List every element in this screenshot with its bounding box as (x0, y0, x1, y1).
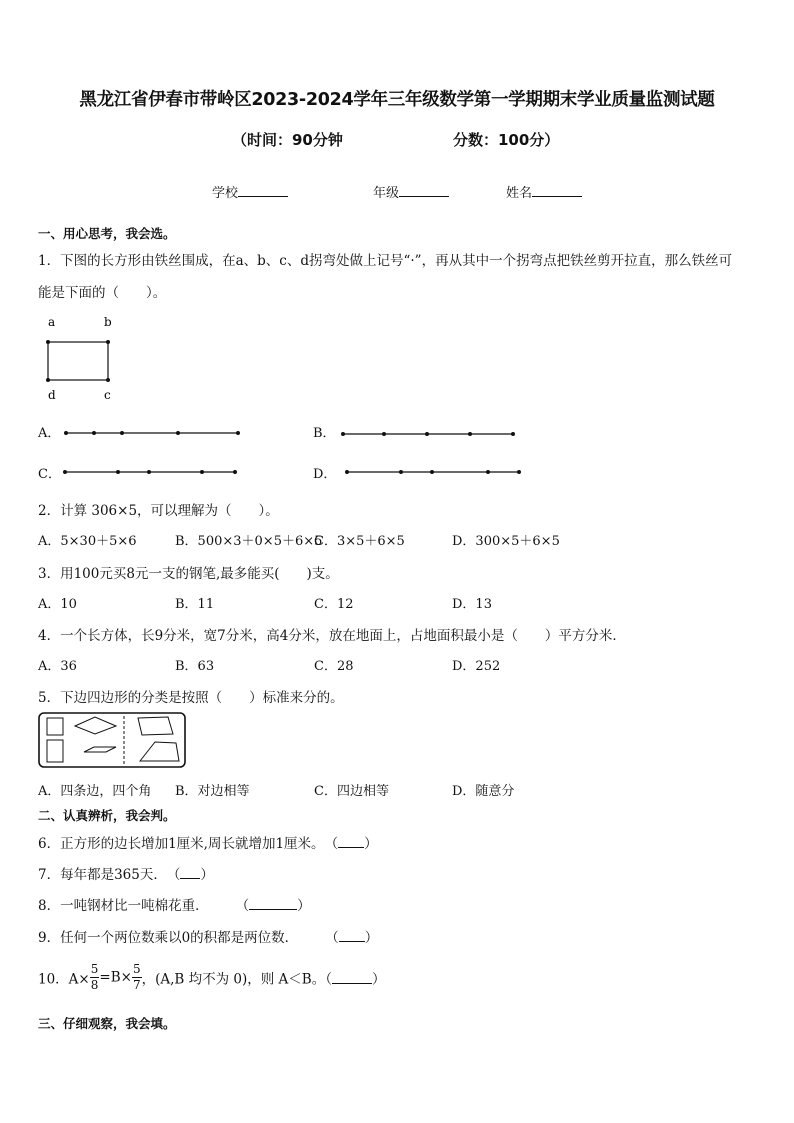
q5-stem: 5．下边四边形的分类是按照（ ）标准来分的。 (38, 690, 344, 706)
q3-stem: 3．用100元买8元一支的钢笔,最多能买( )支。 (38, 566, 339, 582)
q5-quadrilateral-figure (38, 712, 188, 770)
q8-answer-blank[interactable] (249, 897, 297, 910)
q1-option-b-wire[interactable] (337, 426, 521, 442)
q1-option-b-label[interactable]: B． (313, 426, 336, 441)
q4-option-a[interactable]: A．36 (38, 659, 77, 674)
q4-stem: 4．一个长方体，长9分米，宽7分米，高4分米，放在地面上，占地面积最小是（ ）平方分米． (38, 628, 626, 644)
q10-answer-blank[interactable] (332, 971, 372, 984)
q10-statement: 10．A× $\frac{5}{8}$ =B× $\frac{5}{7}$ ，(A,B 均不为 0)，则 A＜B。（ ） (38, 962, 386, 992)
exam-time: （时间：90分钟 (232, 131, 343, 149)
grade-field[interactable] (373, 182, 449, 201)
grade-label: 年级 (373, 186, 400, 201)
q2-option-d[interactable]: D．300×5＋6×5 (452, 534, 560, 549)
q3-option-b[interactable]: B．11 (175, 597, 215, 612)
q1-option-d-wire[interactable] (343, 464, 527, 480)
section-1-heading: 一、用心思考，我会选。 (38, 226, 176, 241)
q1-option-c-wire[interactable] (60, 464, 244, 480)
q5-option-b[interactable]: B．对边相等 (175, 784, 250, 799)
exam-score: 分数：100分） (453, 131, 560, 149)
page-title: 黑龙江省伊春市带岭区2023-2024学年三年级数学第一学期期末学业质量监测试题 (79, 90, 715, 110)
section-3-heading: 三、仔细观察，我会填。 (38, 1016, 176, 1031)
q6-statement: 6．正方形的边长增加1厘米,周长就增加1厘米。 （ ） (38, 836, 378, 852)
q6-answer-blank[interactable] (338, 835, 364, 848)
q2-option-c[interactable]: C．3×5＋6×5 (314, 534, 405, 549)
q2-stem: 2．计算 306×5，可以理解为（ ）。 (38, 503, 279, 519)
q9-answer-blank[interactable] (339, 929, 365, 942)
school-field[interactable] (212, 182, 288, 201)
q1-option-c-label[interactable]: C． (38, 467, 61, 482)
label-d: d (48, 388, 56, 402)
label-b: b (104, 315, 112, 329)
q3-option-d[interactable]: D．13 (452, 597, 492, 612)
q10-fraction-2: $\frac{5}{7}$ (132, 962, 141, 992)
q9-statement: 9．任何一个两位数乘以0的积都是两位数． （ ） (38, 930, 379, 946)
q7-statement: 7．每年都是365天． （ ） (38, 867, 214, 883)
q4-option-b[interactable]: B．63 (175, 659, 215, 674)
q7-answer-blank[interactable] (180, 866, 200, 879)
q2-option-a[interactable]: A．5×30＋5×6 (38, 534, 137, 549)
label-c: c (104, 388, 111, 402)
q3-option-a[interactable]: A．10 (38, 597, 77, 612)
q1-stem-line2: 能是下面的（ ）。 (38, 285, 167, 301)
q5-option-c[interactable]: C．四边相等 (314, 784, 389, 799)
q5-option-d[interactable]: D．随意分 (452, 784, 515, 799)
label-a: a (48, 315, 56, 329)
q4-option-d[interactable]: D．252 (452, 659, 501, 674)
q4-option-c[interactable]: C．28 (314, 659, 354, 674)
q8-statement: 8．一吨钢材比一吨棉花重． （ ） (38, 898, 311, 914)
q1-option-a-wire[interactable] (62, 425, 246, 441)
q10-fraction-1: $\frac{5}{8}$ (90, 962, 99, 992)
q1-option-d-label[interactable]: D． (313, 467, 337, 482)
q5-option-a[interactable]: A．四条边，四个角 (38, 784, 152, 799)
section-2-heading: 二、认真辨析，我会判。 (38, 808, 176, 823)
name-label: 姓名 (506, 186, 533, 201)
q2-option-b[interactable]: B．500×3＋0×5＋6×5 (175, 534, 323, 549)
q1-rectangle-figure (38, 312, 128, 404)
q1-option-a-label[interactable]: A． (38, 426, 61, 441)
school-label: 学校 (212, 186, 239, 201)
q1-stem-line1: 1．下图的长方形由铁丝围成，在a、b、c、d拐弯处做上记号“·”，再从其中一个拐弯点把铁丝剪开拉直，那么铁丝可 (38, 253, 733, 269)
name-field[interactable] (506, 182, 582, 201)
q3-option-c[interactable]: C．12 (314, 597, 354, 612)
